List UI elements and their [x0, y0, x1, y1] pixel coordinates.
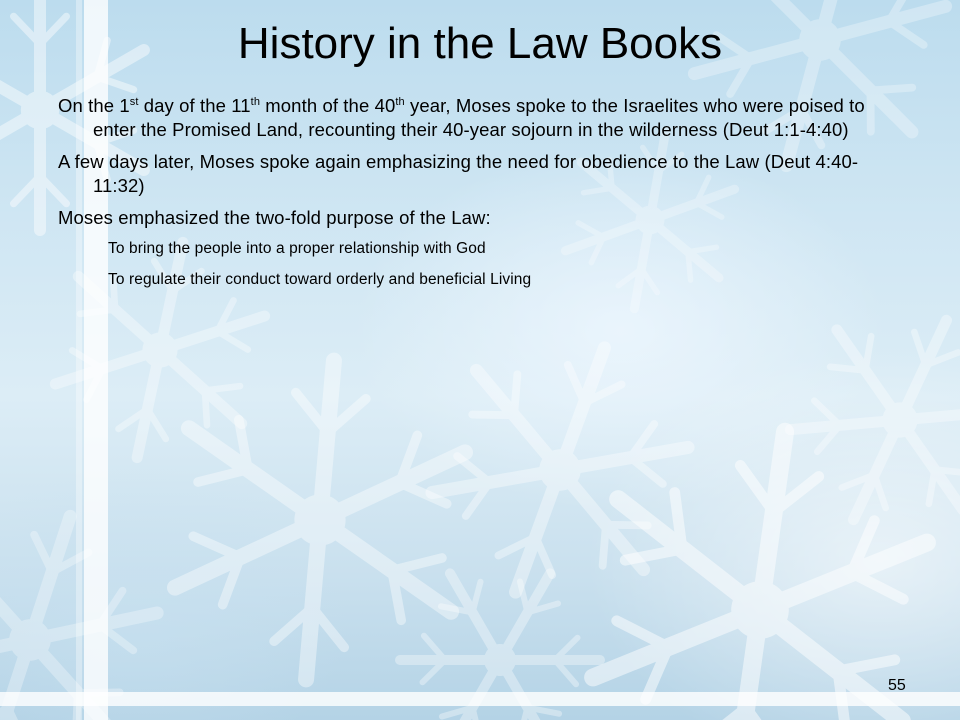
bullet-3: Moses emphasized the two-fold purpose of the Law:: [58, 207, 491, 228]
sub-bullet-2: To regulate their conduct toward orderly and beneficial Living: [108, 271, 532, 288]
slide-title: History in the Law Books: [237, 19, 723, 68]
horizontal-stripe: [0, 692, 960, 706]
bullet-2: A few days later, Moses spoke again emphasizing the need for obedience to the Law (Deut 4:40-11:32): [58, 151, 859, 196]
page-number: 55: [888, 677, 906, 694]
bullet-1: On the 1st day of the 11th month of the 40th year, Moses spoke to the Israelites who were poised to enter the Promised Land, recounting their 40-year sojourn in the wilderness (Deut 1:1-4:40): [58, 95, 865, 140]
slide-body: [58, 94, 878, 300]
sub-bullet-1: To bring the people into a proper relationship with God: [108, 240, 486, 257]
